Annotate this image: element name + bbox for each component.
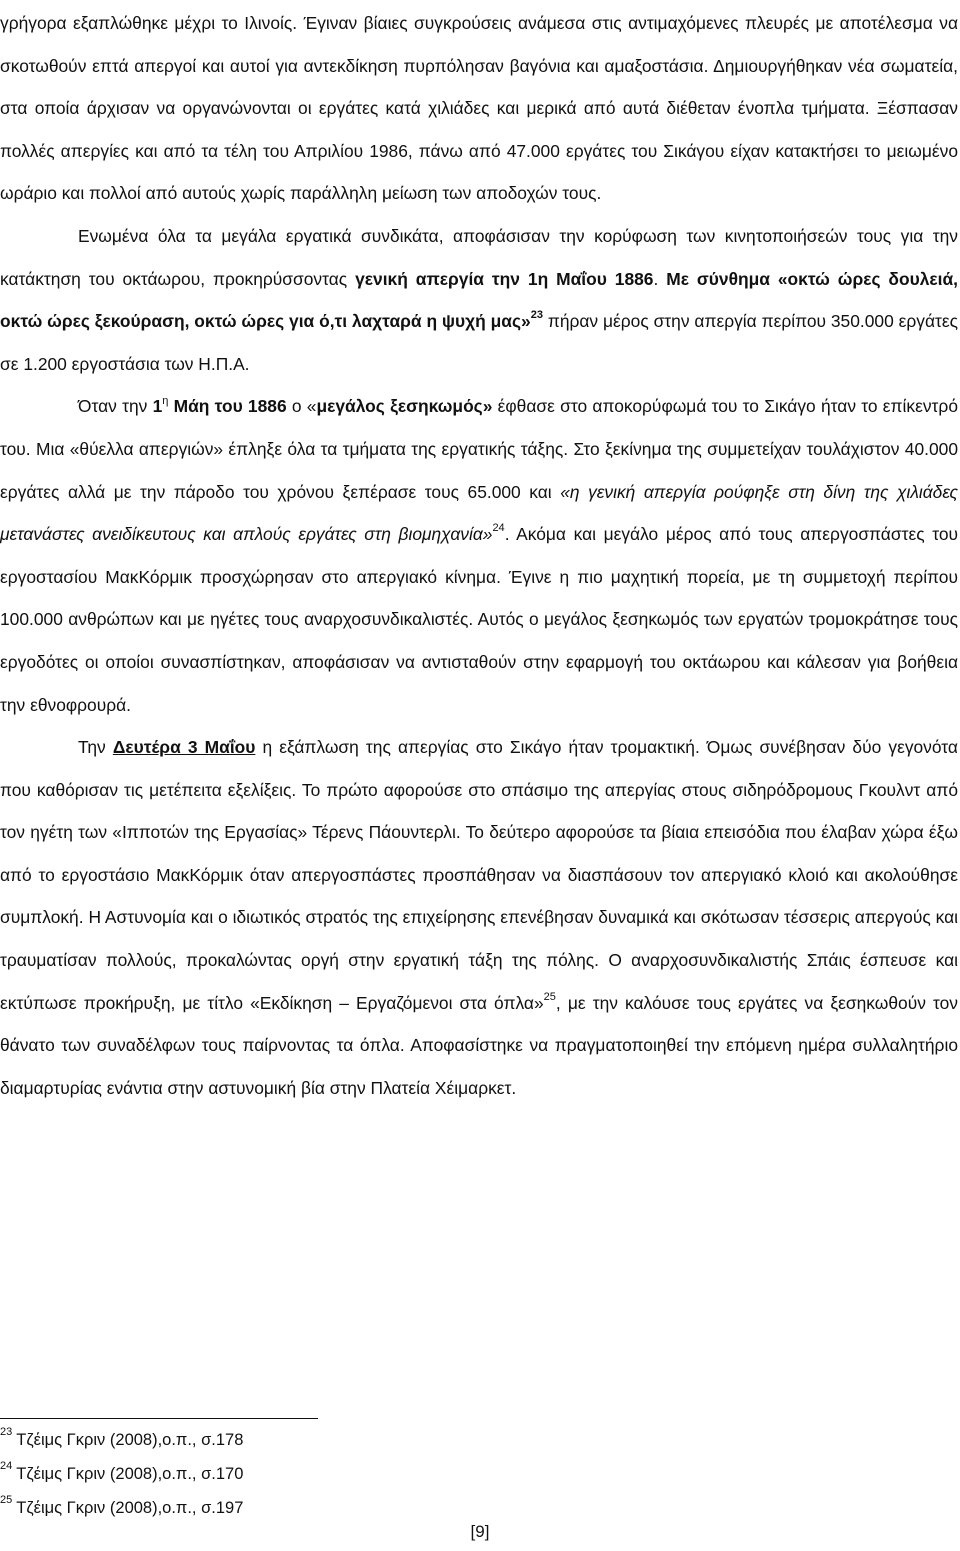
paragraph-2-text-a: Ενωμένα όλα τα μεγάλα εργατικά συνδικάτα, αποφάσισαν την κορύφωση των κινητοποιήσεών τους για την κατάκτηση του οκτάωρου, προκηρύσσοντας: [0, 225, 958, 289]
footnote-ref-24: 24: [492, 522, 505, 535]
footnote-24: [0, 1457, 600, 1491]
date-bold-1: 1: [152, 396, 163, 417]
paragraph-3-text-c: ο «: [286, 396, 317, 417]
footnotes: [0, 1418, 600, 1525]
paragraph-3-text-a: Όταν την: [78, 396, 153, 417]
paragraph-3-text-e: . Ακόμα και μεγάλο μέρος από τους απεργοσπάστες του εργοστασίου ΜακΚόρμικ προσχώρησαν στο απεργιακό κίνημα. Έγινε η πιο μαχητική πορεία, με τη συμμετοχή περίπου 100.000 ανθρώπων και με ηγέτες τους αναρχοσυνδικαλιστές. Αυτός ο μεγάλος ξεσηκωμός των εργατών τρομοκράτησε τους εργοδότες οι οποίοι συνασπίστηκαν, αποφάσισαν να αντισταθούν στην εφαρμογή του οκτάωρου και κάλεσαν για βοήθεια την εθνοφρουρά.: [0, 524, 958, 715]
paragraph-2-text-c: .: [653, 268, 667, 289]
paragraph-2-text-d: πήραν μέρος στην απεργία περίπου 350.000 εργάτες σε 1.200 εργοστάσια των Η.Π.Α.: [0, 311, 958, 374]
footnote-number: 23: [0, 1425, 13, 1438]
paragraph-4: [0, 726, 958, 1109]
monday-bold-underlined: Δευτέρα 3 Μαΐου: [112, 737, 256, 758]
paragraph-2: [0, 215, 958, 385]
paragraph-4-text-a: Την: [78, 737, 113, 758]
footnote-text: Τζέιμς Γκριν (2008),ο.π., σ.178: [16, 1431, 244, 1449]
ordinal-superscript: η: [162, 394, 169, 407]
paragraph-3: [0, 385, 958, 726]
paragraph-1: [0, 2, 958, 215]
paragraph-4-text-c: η εξάπλωση της απεργίας στο Σικάγο ήταν τρομακτική. Όμως συνέβησαν δύο γεγονότα που καθόρισαν τις μετέπειτα εξελίξεις. Το πρώτο αφορούσε στο σπάσιμο της απεργίας στους σιδηρόδρομους Γκουλντ από τον ηγέτη των «Ιπποτών της Εργασίας» Τέρενς Πάουντερλι. Το δεύτερο αφορούσε τα βίαια επεισόδια που έλαβαν χώρα έξω από το εργοστάσιο ΜακΚόρμικ όταν απεργοσπάστες προσπάθησαν να διασπάσουν τον απεργιακό κλοιό και ακολούθησε συμπλοκή. Η Αστυνομία και ο ιδιωτικός στρατός της επιχείρησης επενέβησαν δυναμικά και σκότωσαν τέσσερις απεργούς και τραυματίσαν πολλούς, προκαλώντας οργή στην εργατική τάξη της πόλης. Ο αναρχοσυνδικαλιστής Σπάις έσπευσε και εκτύπωσε προκήρυξη, με τίτλο «Εκδίκηση – Εργαζόμενοι στα όπλα»: [0, 737, 958, 1013]
body-text: [0, 2, 958, 1109]
footnote-text: Τζέιμς Γκριν (2008),ο.π., σ.170: [16, 1465, 244, 1483]
footnote-text: Τζέιμς Γκριν (2008),ο.π., σ.197: [16, 1499, 244, 1517]
footnote-23: [0, 1423, 600, 1457]
footnote-ref-25: 25: [543, 990, 556, 1003]
footnote-number: 25: [0, 1493, 13, 1506]
page-number: [9]: [470, 1522, 490, 1541]
great-uprising-bold: μεγάλος ξεσηκωμός»: [316, 396, 493, 417]
paragraph-1-text: γρήγορα εξαπλώθηκε μέχρι το Ιλινοίς. Έγιναν βίαιες συγκρούσεις ανάμεσα στις αντιμαχόμενες πλευρές με αποτέλεσμα να σκοτωθούν επτά απεργοί και αυτοί για αντεκδίκηση πυρπόλησαν βαγόνια και αμαξοστάσια. Δημιουργήθηκαν νέα σωματεία, στα οποία άρχισαν να οργανώνονται οι εργάτες κατά χιλιάδες και μερικά από αυτά διέθεταν ένοπλα τμήματα. Ξέσπασαν πολλές απεργίες και από τα τέλη του Απριλίου 1986, πάνω από 47.000 εργάτες του Σικάγου είχαν κατακτήσει το μειωμένο ωράριο και πολλοί από αυτούς χωρίς παράλληλη μείωση των αποδοχών τους.: [0, 13, 958, 204]
footnote-ref-23: 23: [530, 309, 543, 322]
paragraph-3-text-d: έφθασε στο αποκορύφωμά του το Σικάγο ήταν το επίκεντρό του. Μια «θύελλα απεργιών» έπληξε όλα τα τμήματα της εργατικής τάξης. Στο ξεκίνημα της συμμετείχαν τουλάχιστον 40.000 εργάτες αλλά με την πάροδο του χρόνου ξεπέρασε τους 65.000 και: [0, 396, 958, 502]
slogan-bold: Με σύνθημα «οκτώ ώρες δουλειά, οκτώ ώρες ξεκούραση, οκτώ ώρες για ό,τι λαχταρά η ψυχή μας»: [0, 268, 958, 332]
date-bold-2: Μάη του 1886: [168, 396, 287, 417]
quote-italic: «η γενική απεργία ρούφηξε στη δίνη της χιλιάδες μετανάστες ανειδίκευτους και απλούς εργάτες στη βιομηχανία»: [0, 481, 958, 545]
paragraph-4-text-d: , με την καλόυσε τους εργάτες να ξεσηκωθούν τον θάνατο των συναδέλφων τους παίρνοντας τα όπλα. Αποφασίστηκε να πραγματοποιηθεί την επόμενη ημέρα συλλαλητήριο διαμαρτυρίας ενάντια στην αστυνομική βία στην Πλατεία Χέιμαρκετ.: [0, 992, 959, 1098]
general-strike-bold: γενική απεργία την 1η Μαΐου 1886: [355, 268, 654, 289]
footnote-25: [0, 1491, 600, 1525]
footnote-separator: [0, 1418, 318, 1419]
footnote-number: 24: [0, 1459, 13, 1472]
